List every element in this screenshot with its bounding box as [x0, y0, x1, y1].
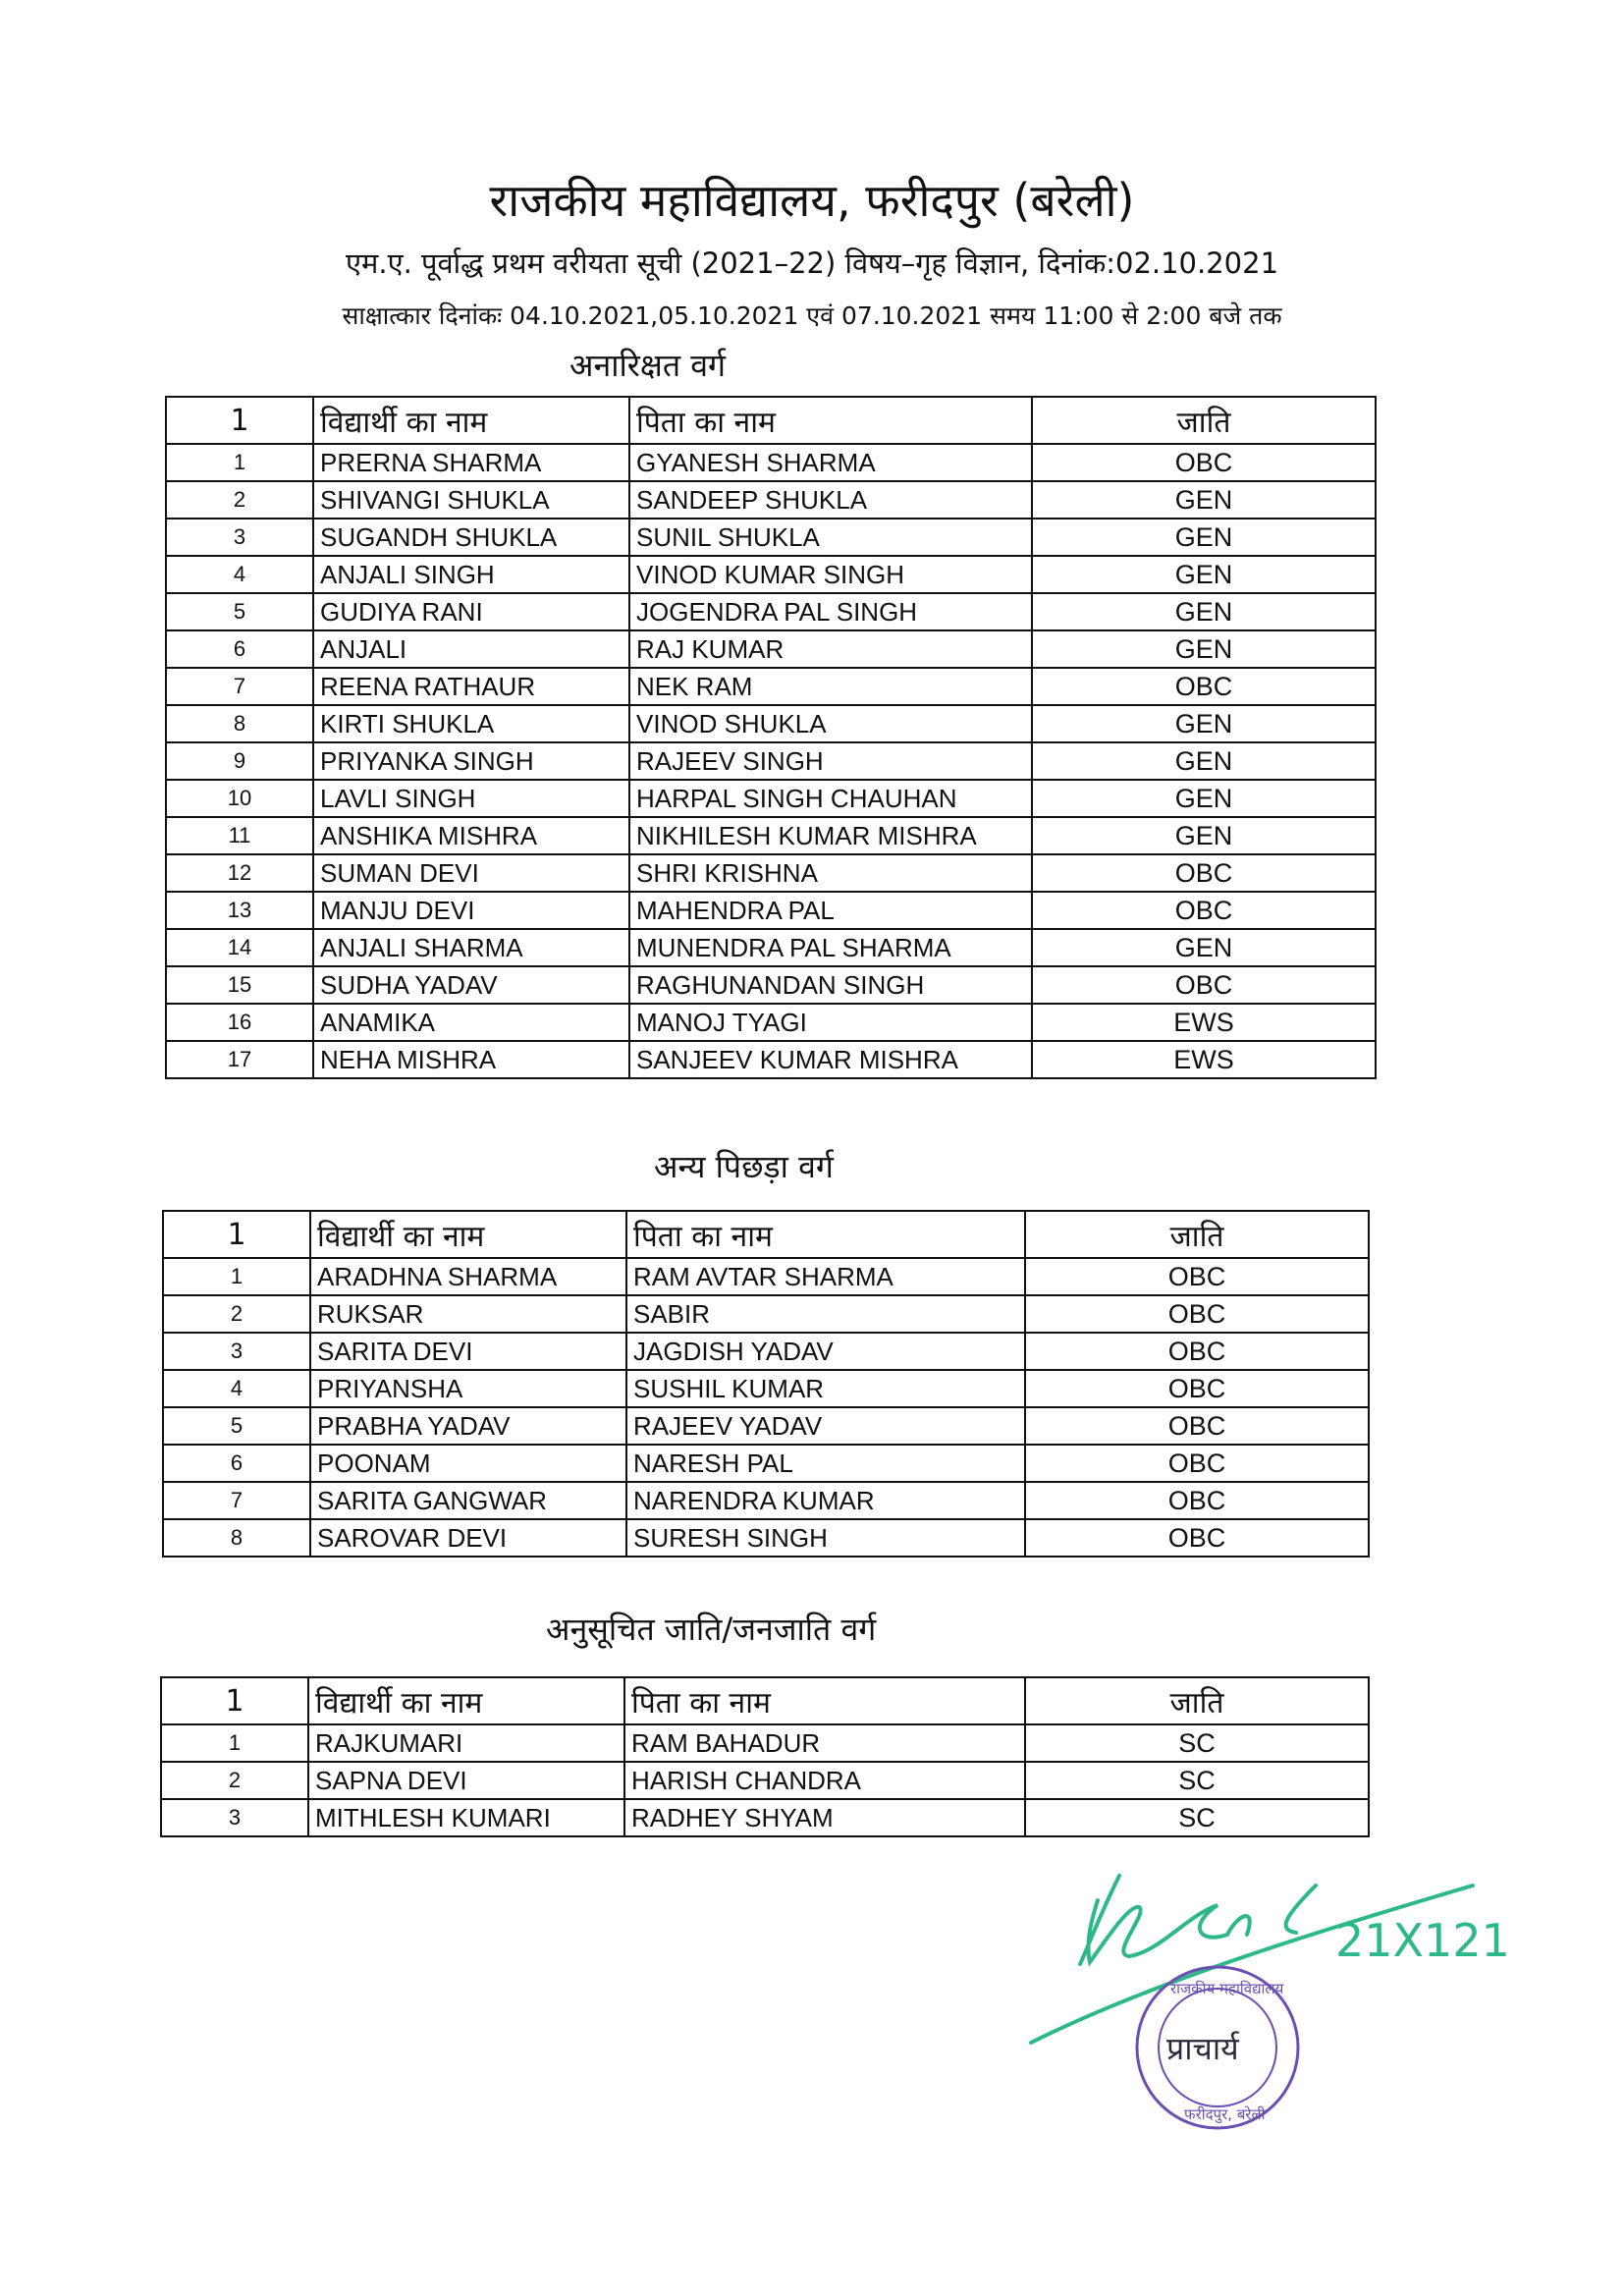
student-name-cell: SUDHA YADAV — [313, 966, 629, 1004]
serial-number-cell: 9 — [166, 742, 313, 780]
serial-number-cell: 17 — [166, 1041, 313, 1078]
father-name-cell: RADHEY SHYAM — [624, 1799, 1025, 1836]
table-row — [166, 630, 1376, 668]
serial-number-cell: 3 — [161, 1799, 308, 1836]
category-cell: GEN — [1032, 519, 1376, 556]
principal-signature-and-seal — [992, 1846, 1510, 2180]
principal-designation: प्राचार्य — [1166, 2030, 1239, 2067]
serial-number-cell: 1 — [166, 444, 313, 481]
category-cell: GEN — [1032, 929, 1376, 966]
student-name-cell: SUMAN DEVI — [313, 854, 629, 892]
student-name-cell: GUDIYA RANI — [313, 593, 629, 630]
column-header: विद्यार्थी का नाम — [308, 1677, 624, 1724]
category-cell: OBC — [1025, 1295, 1369, 1333]
student-name-cell: ANAMIKA — [313, 1004, 629, 1041]
father-name-cell: NARENDRA KUMAR — [626, 1482, 1025, 1519]
table-row — [166, 444, 1376, 481]
student-name-cell: ANJALI SHARMA — [313, 929, 629, 966]
table-row — [166, 1041, 1376, 1078]
unreserved-table — [165, 396, 1377, 1079]
serial-number-cell: 13 — [166, 892, 313, 929]
category-cell: GEN — [1032, 817, 1376, 854]
father-name-cell: JOGENDRA PAL SINGH — [629, 593, 1032, 630]
table-row — [166, 742, 1376, 780]
category-cell: OBC — [1025, 1370, 1369, 1407]
father-name-cell: NEK RAM — [629, 668, 1032, 705]
serial-number-cell: 2 — [161, 1762, 308, 1799]
father-name-cell: SANJEEV KUMAR MISHRA — [629, 1041, 1032, 1078]
category-cell: GEN — [1032, 705, 1376, 742]
student-name-cell: SAROVAR DEVI — [310, 1519, 626, 1557]
column-header: विद्यार्थी का नाम — [310, 1211, 626, 1258]
serial-number-cell: 6 — [166, 630, 313, 668]
student-name-cell: PRIYANSHA — [310, 1370, 626, 1407]
table-row — [161, 1799, 1369, 1836]
serial-number-cell: 5 — [163, 1407, 310, 1445]
column-header: 1 — [166, 397, 313, 444]
column-header: जाति — [1025, 1211, 1369, 1258]
student-name-cell: NEHA MISHRA — [313, 1041, 629, 1078]
serial-number-cell: 14 — [166, 929, 313, 966]
signature-date: 21X121 — [1335, 1914, 1510, 1967]
section-title-unreserved: अनारिक्षत वर्ग — [569, 347, 727, 384]
table-row — [163, 1519, 1369, 1557]
category-cell: GEN — [1032, 593, 1376, 630]
serial-number-cell: 5 — [166, 593, 313, 630]
column-header: जाति — [1032, 397, 1376, 444]
category-cell: OBC — [1032, 444, 1376, 481]
father-name-cell: GYANESH SHARMA — [629, 444, 1032, 481]
father-name-cell: RAGHUNANDAN SINGH — [629, 966, 1032, 1004]
category-cell: SC — [1025, 1762, 1369, 1799]
student-name-cell: SARITA DEVI — [310, 1333, 626, 1370]
serial-number-cell: 7 — [166, 668, 313, 705]
father-name-cell: SURESH SINGH — [626, 1519, 1025, 1557]
table-row — [166, 668, 1376, 705]
table-header-row — [166, 397, 1376, 444]
serial-number-cell: 6 — [163, 1445, 310, 1482]
serial-number-cell: 11 — [166, 817, 313, 854]
father-name-cell: SUNIL SHUKLA — [629, 519, 1032, 556]
father-name-cell: RAJEEV YADAV — [626, 1407, 1025, 1445]
merit-list-subtitle: एम.ए. पूर्वाद्ध प्रथम वरीयता सूची (2021–22) विषय–गृह विज्ञान, दिनांक:02.10.2021 — [345, 246, 1279, 280]
category-cell: SC — [1025, 1724, 1369, 1762]
column-header: जाति — [1025, 1677, 1369, 1724]
category-cell: OBC — [1025, 1519, 1369, 1557]
table-row — [163, 1370, 1369, 1407]
table-row — [163, 1333, 1369, 1370]
father-name-cell: JAGDISH YADAV — [626, 1333, 1025, 1370]
column-header: पिता का नाम — [626, 1211, 1025, 1258]
father-name-cell: RAJ KUMAR — [629, 630, 1032, 668]
column-header: विद्यार्थी का नाम — [313, 397, 629, 444]
student-name-cell: POONAM — [310, 1445, 626, 1482]
category-cell: EWS — [1032, 1004, 1376, 1041]
category-cell: OBC — [1025, 1333, 1369, 1370]
table-row — [166, 593, 1376, 630]
table-row — [166, 892, 1376, 929]
student-name-cell: LAVLI SINGH — [313, 780, 629, 817]
category-cell: GEN — [1032, 481, 1376, 519]
student-name-cell: SARITA GANGWAR — [310, 1482, 626, 1519]
father-name-cell: RAJEEV SINGH — [629, 742, 1032, 780]
student-name-cell: ANJALI — [313, 630, 629, 668]
father-name-cell: HARISH CHANDRA — [624, 1762, 1025, 1799]
father-name-cell: NIKHILESH KUMAR MISHRA — [629, 817, 1032, 854]
table-row — [166, 929, 1376, 966]
table-row — [166, 519, 1376, 556]
father-name-cell: RAM BAHADUR — [624, 1724, 1025, 1762]
serial-number-cell: 1 — [163, 1258, 310, 1295]
table-row — [166, 705, 1376, 742]
table-row — [166, 966, 1376, 1004]
serial-number-cell: 8 — [163, 1519, 310, 1557]
serial-number-cell: 8 — [166, 705, 313, 742]
column-header: 1 — [163, 1211, 310, 1258]
table-row — [166, 817, 1376, 854]
table-row — [166, 854, 1376, 892]
seal-text-top: राजकीय महाविद्यालय — [1170, 1980, 1284, 1997]
table-row — [163, 1295, 1369, 1333]
category-cell: OBC — [1025, 1482, 1369, 1519]
section-title-sc-st: अनुसूचित जाति/जनजाति वर्ग — [546, 1611, 877, 1648]
serial-number-cell: 4 — [163, 1370, 310, 1407]
category-cell: OBC — [1025, 1258, 1369, 1295]
father-name-cell: RAM AVTAR SHARMA — [626, 1258, 1025, 1295]
table-row — [163, 1258, 1369, 1295]
category-cell: OBC — [1025, 1407, 1369, 1445]
table-row — [163, 1482, 1369, 1519]
serial-number-cell: 10 — [166, 780, 313, 817]
interview-schedule: साक्षात्कार दिनांकः 04.10.2021,05.10.2021 एवं 07.10.2021 समय 11:00 से 2:00 बजे तक — [342, 301, 1282, 330]
category-cell: SC — [1025, 1799, 1369, 1836]
serial-number-cell: 3 — [163, 1333, 310, 1370]
table-row — [166, 780, 1376, 817]
table-row — [163, 1407, 1369, 1445]
column-header: पिता का नाम — [629, 397, 1032, 444]
sc-st-table — [160, 1676, 1370, 1837]
student-name-cell: PRERNA SHARMA — [313, 444, 629, 481]
category-cell: GEN — [1032, 630, 1376, 668]
father-name-cell: SABIR — [626, 1295, 1025, 1333]
category-cell: GEN — [1032, 742, 1376, 780]
father-name-cell: HARPAL SINGH CHAUHAN — [629, 780, 1032, 817]
student-name-cell: PRABHA YADAV — [310, 1407, 626, 1445]
category-cell: OBC — [1032, 966, 1376, 1004]
student-name-cell: SHIVANGI SHUKLA — [313, 481, 629, 519]
father-name-cell: MANOJ TYAGI — [629, 1004, 1032, 1041]
category-cell: OBC — [1032, 892, 1376, 929]
obc-table — [162, 1210, 1370, 1558]
table-row — [166, 1004, 1376, 1041]
seal-text-bottom: फरीदपुर, बरेली — [1184, 2105, 1266, 2123]
table-row — [166, 481, 1376, 519]
college-title: राजकीय महाविद्यालय, फरीदपुर (बरेली) — [489, 174, 1135, 227]
serial-number-cell: 12 — [166, 854, 313, 892]
serial-number-cell: 7 — [163, 1482, 310, 1519]
student-name-cell: RUKSAR — [310, 1295, 626, 1333]
category-cell: GEN — [1032, 556, 1376, 593]
table-row — [166, 556, 1376, 593]
father-name-cell: SANDEEP SHUKLA — [629, 481, 1032, 519]
father-name-cell: SHRI KRISHNA — [629, 854, 1032, 892]
father-name-cell: MAHENDRA PAL — [629, 892, 1032, 929]
table-header-row — [161, 1677, 1369, 1724]
category-cell: GEN — [1032, 780, 1376, 817]
serial-number-cell: 4 — [166, 556, 313, 593]
table-row — [161, 1762, 1369, 1799]
category-cell: OBC — [1032, 668, 1376, 705]
student-name-cell: ANJALI SINGH — [313, 556, 629, 593]
student-name-cell: SUGANDH SHUKLA — [313, 519, 629, 556]
serial-number-cell: 15 — [166, 966, 313, 1004]
father-name-cell: VINOD KUMAR SINGH — [629, 556, 1032, 593]
category-cell: OBC — [1032, 854, 1376, 892]
table-header-row — [163, 1211, 1369, 1258]
category-cell: OBC — [1025, 1445, 1369, 1482]
table-row — [161, 1724, 1369, 1762]
column-header: 1 — [161, 1677, 308, 1724]
serial-number-cell: 2 — [166, 481, 313, 519]
student-name-cell: MANJU DEVI — [313, 892, 629, 929]
student-name-cell: ARADHNA SHARMA — [310, 1258, 626, 1295]
serial-number-cell: 2 — [163, 1295, 310, 1333]
father-name-cell: SUSHIL KUMAR — [626, 1370, 1025, 1407]
serial-number-cell: 1 — [161, 1724, 308, 1762]
student-name-cell: PRIYANKA SINGH — [313, 742, 629, 780]
father-name-cell: VINOD SHUKLA — [629, 705, 1032, 742]
student-name-cell: SAPNA DEVI — [308, 1762, 624, 1799]
section-title-obc: अन्य पिछड़ा वर्ग — [654, 1148, 834, 1185]
student-name-cell: REENA RATHAUR — [313, 668, 629, 705]
serial-number-cell: 16 — [166, 1004, 313, 1041]
column-header: पिता का नाम — [624, 1677, 1025, 1724]
student-name-cell: KIRTI SHUKLA — [313, 705, 629, 742]
serial-number-cell: 3 — [166, 519, 313, 556]
student-name-cell: MITHLESH KUMARI — [308, 1799, 624, 1836]
table-row — [163, 1445, 1369, 1482]
father-name-cell: NARESH PAL — [626, 1445, 1025, 1482]
student-name-cell: ANSHIKA MISHRA — [313, 817, 629, 854]
student-name-cell: RAJKUMARI — [308, 1724, 624, 1762]
father-name-cell: MUNENDRA PAL SHARMA — [629, 929, 1032, 966]
category-cell: EWS — [1032, 1041, 1376, 1078]
